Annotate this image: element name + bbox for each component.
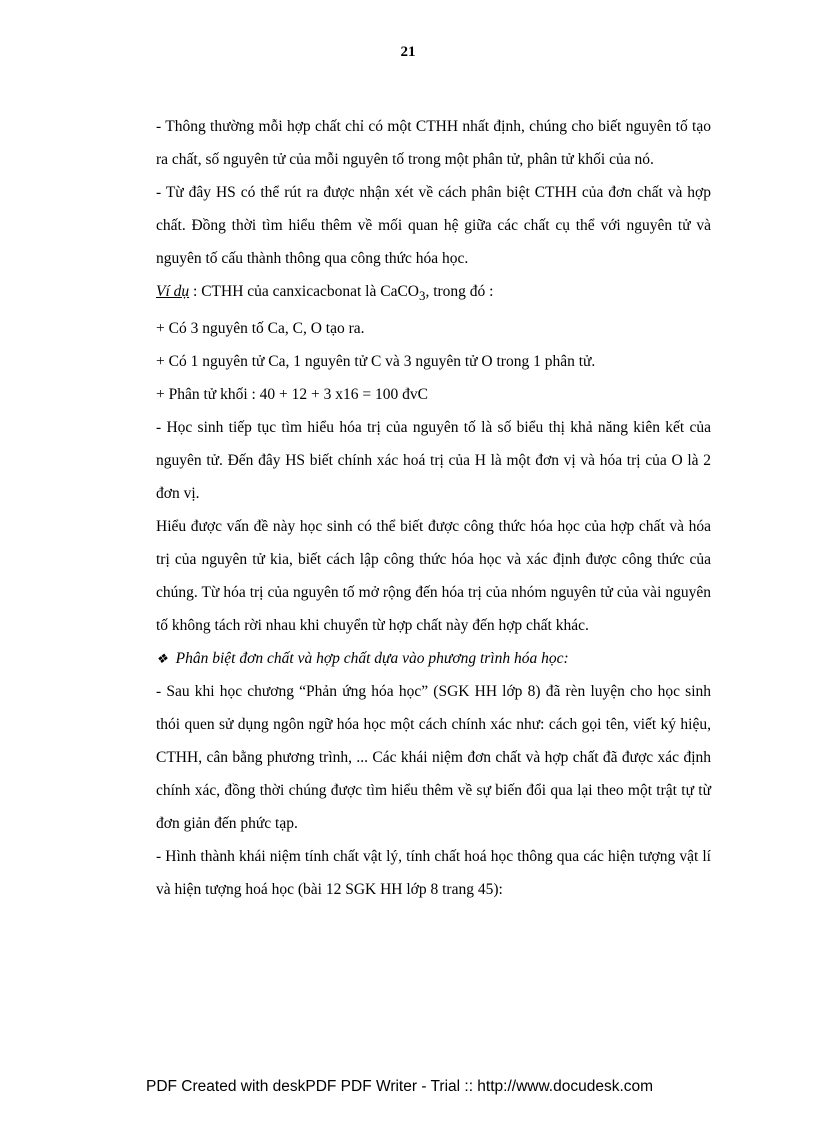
paragraph-understanding: Hiểu được vấn đề này học sinh có thể biết được công thức hóa học của hợp chất và hóa trị của nguyên tử kia, biết cách lập công thức hóa học và xác định được công thức của chúng. Từ hóa trị của nguyên tố mở rộng đến hóa trị của nhóm nguyên tử của vài nguyên tố không tách rời nhau khi chuyển từ hợp chất này đến hợp chất khác. [156, 518, 711, 635]
example-line [156, 275, 711, 312]
paragraph-cthh-intro: - Thông thường mỗi hợp chất chỉ có một CTHH nhất định, chúng cho biết nguyên tố tạo ra chất, số nguyên tử của mỗi nguyên tố trong một phân tử, phân tử khối của nó. [156, 118, 711, 168]
section-heading-text: Phân biệt đơn chất và hợp chất dựa vào phương trình hóa học: [175, 650, 569, 668]
page-number: 21 [400, 44, 416, 60]
pdf-footer-watermark: PDF Created with deskPDF PDF Writer - Trial :: http://www.docudesk.com [146, 1078, 654, 1095]
diamond-bullet-icon: ❖ [156, 651, 168, 667]
example-text-post: , trong đó : [425, 283, 494, 300]
page-body [156, 110, 711, 906]
list-item: + Phân tử khối : 40 + 12 + 3 x16 = 100 đvC [156, 386, 428, 404]
paragraph-valence: - Học sinh tiếp tục tìm hiểu hóa trị của nguyên tố là số biểu thị khả năng kiên kết của nguyên tử. Đến đây HS biết chính xác hoá trị của H là một đơn vị và hóa trị của O là 2 đơn vị. [156, 419, 711, 503]
list-item: + Có 3 nguyên tố Ca, C, O tạo ra. [156, 320, 365, 338]
section-heading [156, 642, 711, 675]
list-item: + Có 1 nguyên tử Ca, 1 nguyên tử C và 3 nguyên tử O trong 1 phân tử. [156, 353, 596, 371]
example-label: Ví dụ [156, 283, 190, 300]
example-text-pre: : CTHH của canxicacbonat là CaCO [189, 283, 419, 300]
paragraph-properties: - Hình thành khái niệm tính chất vật lý, tính chất hoá học thông qua các hiện tượng vật lí và hiện tượng hoá học (bài 12 SGK HH lớp 8 trang 45): [156, 848, 711, 899]
example-subscript: 3 [419, 288, 426, 304]
paragraph-distinguish: - Từ đây HS có thể rút ra được nhận xét về cách phân biệt CTHH của đơn chất và hợp chất. Đồng thời tìm hiểu thêm về mối quan hệ giữa các chất cụ thể với nguyên tử và nguyên tố cấu thành thông qua công thức hóa học. [156, 184, 711, 267]
paragraph-reactions: - Sau khi học chương “Phản ứng hóa học” (SGK HH lớp 8) đã rèn luyện cho học sinh thói quen sử dụng ngôn ngữ hóa học một cách chính xác như: cách gọi tên, viết ký hiệu, CTHH, cân bằng phương trình, ... Các khái niệm đơn chất và hợp chất đã được xác định chính xác, đồng thời chúng được tìm hiểu thêm về sự biến đổi qua lại theo một trật tự từ đơn giản đến phức tạp. [156, 683, 711, 833]
